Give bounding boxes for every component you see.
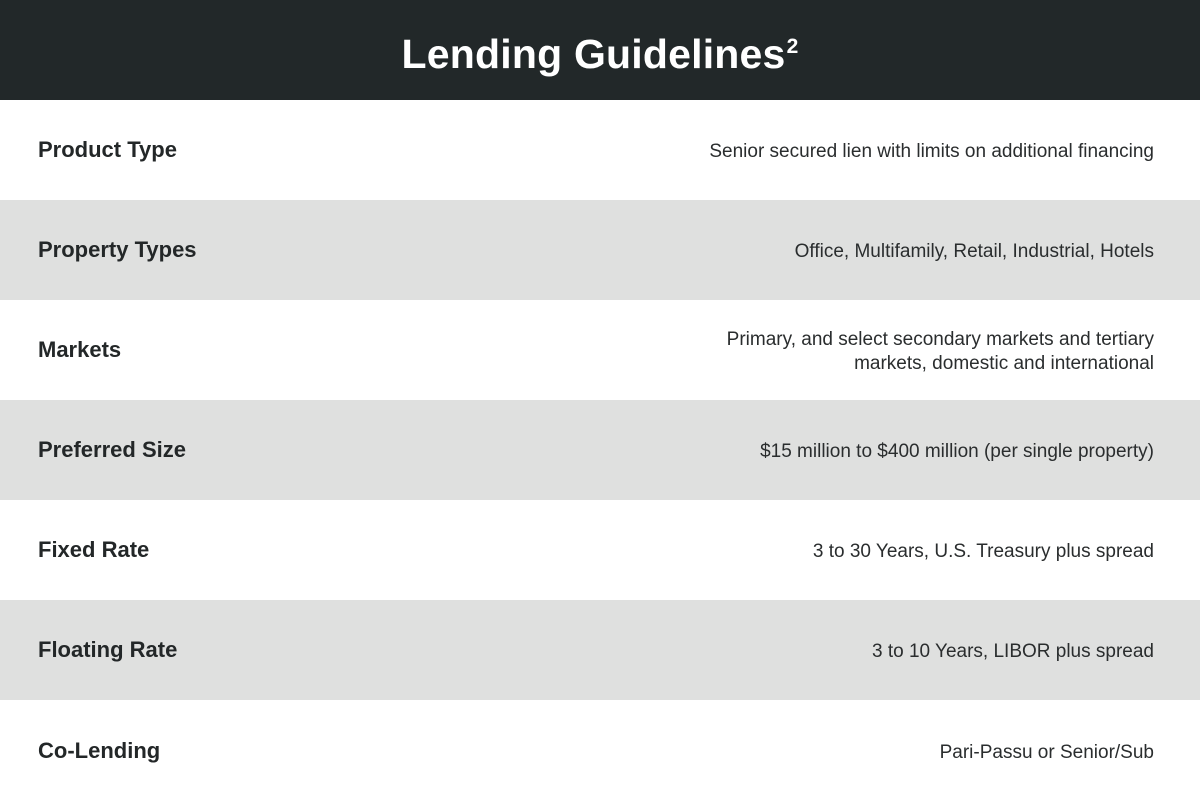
table-row-fixed-rate: [0, 500, 1200, 600]
table-row-property-types: [0, 200, 1200, 300]
row-label: Preferred Size: [38, 437, 186, 462]
row-label: Property Types: [38, 237, 197, 262]
row-label: Co-Lending: [38, 737, 161, 763]
table-row-co-lending: [0, 700, 1200, 801]
row-value: Pari-Passu or Senior/Sub: [939, 741, 1154, 763]
table-row-floating-rate: [0, 600, 1200, 700]
table-row-markets: [0, 300, 1200, 400]
page-title-text: Lending Guidelines: [401, 30, 786, 77]
guidelines-table: [0, 100, 1200, 801]
row-value: Senior secured lien with limits on additional financing: [709, 141, 1154, 162]
table-row-preferred-size: [0, 400, 1200, 500]
row-value: 3 to 30 Years, U.S. Treasury plus spread: [812, 541, 1154, 562]
page-title: [401, 30, 799, 77]
row-label: Floating Rate: [38, 637, 178, 662]
row-label: Product Type: [38, 137, 177, 162]
row-value: Primary, and select secondary markets and tertiary markets, domestic and international: [726, 329, 1154, 374]
header-banner: [0, 0, 1200, 100]
table-row-product-type: [0, 100, 1200, 200]
row-value: Office, Multifamily, Retail, Industrial, Hotels: [794, 241, 1154, 262]
row-value: 3 to 10 Years, LIBOR plus spread: [871, 641, 1154, 662]
row-value: $15 million to $400 million (per single property): [760, 441, 1154, 462]
row-label: Fixed Rate: [38, 537, 150, 562]
row-label: Markets: [38, 337, 122, 362]
title-footnote-marker: 2: [786, 34, 799, 58]
